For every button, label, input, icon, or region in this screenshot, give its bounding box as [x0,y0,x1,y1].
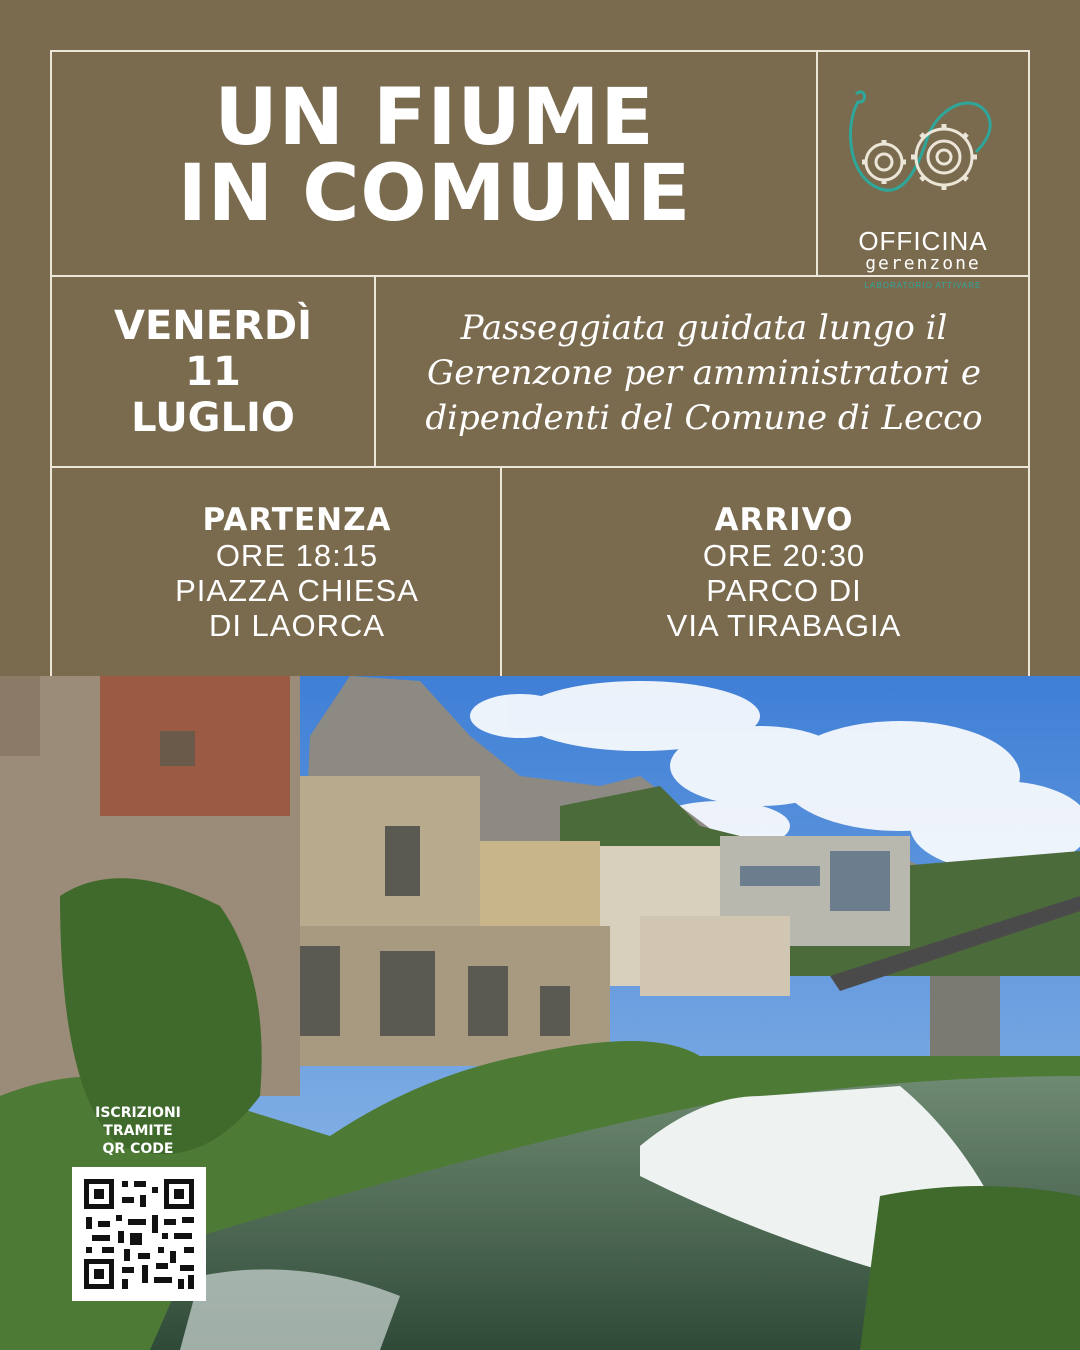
arrival-info [540,503,1028,643]
arrival-place-1: PARCO DI [706,573,862,608]
date-month: LUGLIO [131,395,295,441]
logo-tagline: LABORATORIO ATTIVARE [864,281,982,290]
registration-label [68,1104,208,1158]
arrival-time: ORE 20:30 [702,538,866,573]
registration-line-2: TRAMITE [103,1123,173,1139]
qr-code[interactable] [72,1167,206,1301]
registration-line-3: QR CODE [102,1141,174,1157]
page-title [52,73,817,239]
river-photo [0,676,1080,1350]
date-day: 11 [185,349,241,395]
departure-info [52,503,542,643]
title-line-2: IN COMUNE [177,149,692,239]
frame-line [1028,50,1030,676]
frame-line [50,466,1030,468]
title-line-1: UN FIUME [214,73,655,163]
departure-label: PARTENZA [202,502,392,538]
description-line-2: Gerenzone per amministratori e [427,353,981,393]
description-line-1: Passeggiata guidata lungo il [460,308,948,348]
registration-line-1: ISCRIZIONI [95,1105,181,1121]
frame-line [374,277,376,468]
event-description [380,306,1028,441]
qr-code-icon [72,1167,206,1301]
gear-logo-icon [846,82,996,222]
departure-time: ORE 18:15 [215,538,379,573]
departure-place-1: PIAZZA CHIESA [175,573,419,608]
description-line-3: dipendenti del Comune di Lecco [425,398,983,438]
date-weekday: VENERDÌ [114,303,312,349]
officina-logo [818,52,1028,290]
arrival-label: ARRIVO [714,502,854,538]
logo-subname: gerenzone [865,253,981,274]
logo-name: OFFICINA [858,226,988,256]
event-date [52,303,374,441]
departure-place-2: DI LAORCA [208,608,386,643]
arrival-place-2: VIA TIRABAGIA [666,608,902,643]
